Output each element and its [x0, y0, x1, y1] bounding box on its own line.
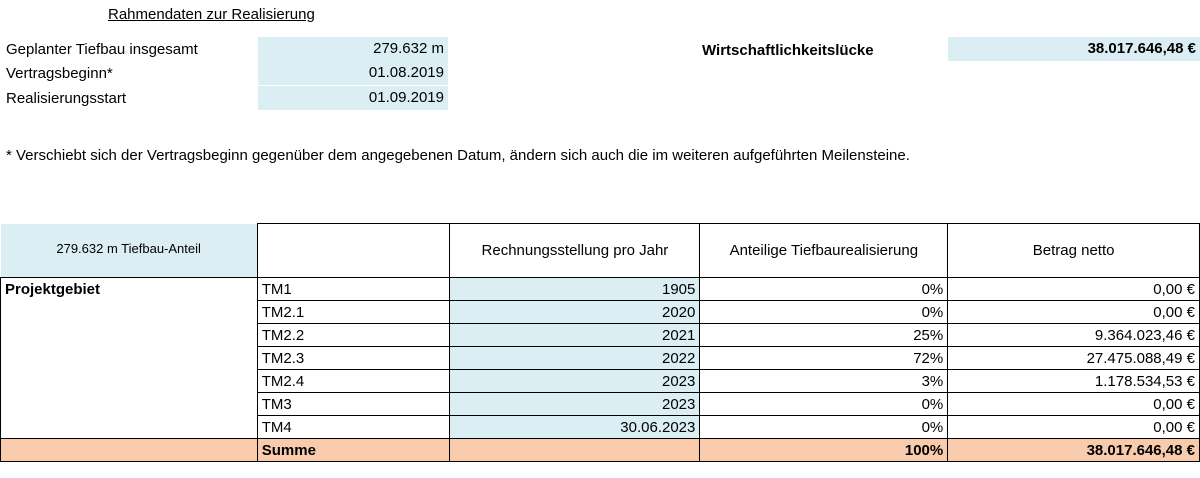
gap-value: 38.017.646,48 €	[948, 37, 1200, 61]
header-betrag: Betrag netto	[948, 224, 1200, 278]
share-cell: 72%	[700, 347, 948, 370]
header-anteil: Anteilige Tiefbaurealisierung	[700, 224, 948, 278]
amount-cell: 9.364.023,46 €	[948, 324, 1200, 347]
sum-empty	[450, 439, 700, 462]
header-empty	[257, 224, 450, 278]
table-row	[1, 278, 1200, 301]
tm-cell: TM2.1	[257, 301, 450, 324]
section-spacer	[1, 324, 258, 347]
amount-cell: 0,00 €	[948, 416, 1200, 439]
table-row	[1, 347, 1200, 370]
section-spacer	[1, 347, 258, 370]
value-realisierungsstart[interactable]: 01.09.2019	[258, 86, 448, 110]
section-spacer	[1, 301, 258, 324]
sum-row	[1, 439, 1200, 462]
year-cell[interactable]: 30.06.2023	[450, 416, 700, 439]
amount-cell: 27.475.088,49 €	[948, 347, 1200, 370]
year-cell[interactable]: 2022	[450, 347, 700, 370]
table-row	[1, 393, 1200, 416]
year-cell[interactable]: 2023	[450, 393, 700, 416]
tm-cell: TM4	[257, 416, 450, 439]
label-vertragsbeginn: Vertragsbeginn*	[6, 65, 113, 82]
share-cell: 25%	[700, 324, 948, 347]
section-spacer	[1, 393, 258, 416]
amount-cell: 0,00 €	[948, 393, 1200, 416]
tm-cell: TM1	[257, 278, 450, 301]
amount-cell: 0,00 €	[948, 301, 1200, 324]
table-row	[1, 416, 1200, 439]
value-tiefbau[interactable]: 279.632 m	[258, 37, 448, 61]
share-cell: 0%	[700, 393, 948, 416]
header-rechnungsstellung: Rechnungsstellung pro Jahr	[450, 224, 700, 278]
share-cell: 0%	[700, 416, 948, 439]
tm-cell: TM2.4	[257, 370, 450, 393]
milestone-table	[0, 223, 1200, 462]
year-cell[interactable]: 2023	[450, 370, 700, 393]
frame-title: Rahmendaten zur Realisierung	[108, 6, 315, 23]
sum-label: Summe	[257, 439, 450, 462]
value-vertragsbeginn[interactable]: 01.08.2019	[258, 61, 448, 85]
gap-label: Wirtschaftlichkeitslücke	[702, 42, 874, 59]
section-spacer	[1, 370, 258, 393]
tm-cell: TM3	[257, 393, 450, 416]
table-row	[1, 370, 1200, 393]
amount-cell: 1.178.534,53 €	[948, 370, 1200, 393]
amount-cell: 0,00 €	[948, 278, 1200, 301]
year-cell[interactable]: 2021	[450, 324, 700, 347]
share-cell: 3%	[700, 370, 948, 393]
sum-spacer	[1, 439, 258, 462]
share-cell: 0%	[700, 278, 948, 301]
section-label: Projektgebiet	[1, 278, 258, 301]
label-tiefbau: Geplanter Tiefbau insgesamt	[6, 41, 198, 58]
section-spacer	[1, 416, 258, 439]
footnote: * Verschiebt sich der Vertragsbeginn gegenüber dem angegebenen Datum, ändern sich auch die im weiteren aufgeführten Meilensteine.	[6, 147, 910, 164]
tm-cell: TM2.3	[257, 347, 450, 370]
tm-cell: TM2.2	[257, 324, 450, 347]
year-cell[interactable]: 1905	[450, 278, 700, 301]
sum-amount: 38.017.646,48 €	[948, 439, 1200, 462]
corner-cell: 279.632 m Tiefbau-Anteil	[1, 224, 258, 278]
table-row	[1, 324, 1200, 347]
share-cell: 0%	[700, 301, 948, 324]
label-realisierungsstart: Realisierungsstart	[6, 90, 127, 107]
year-cell[interactable]: 2020	[450, 301, 700, 324]
sum-share: 100%	[700, 439, 948, 462]
table-row	[1, 301, 1200, 324]
